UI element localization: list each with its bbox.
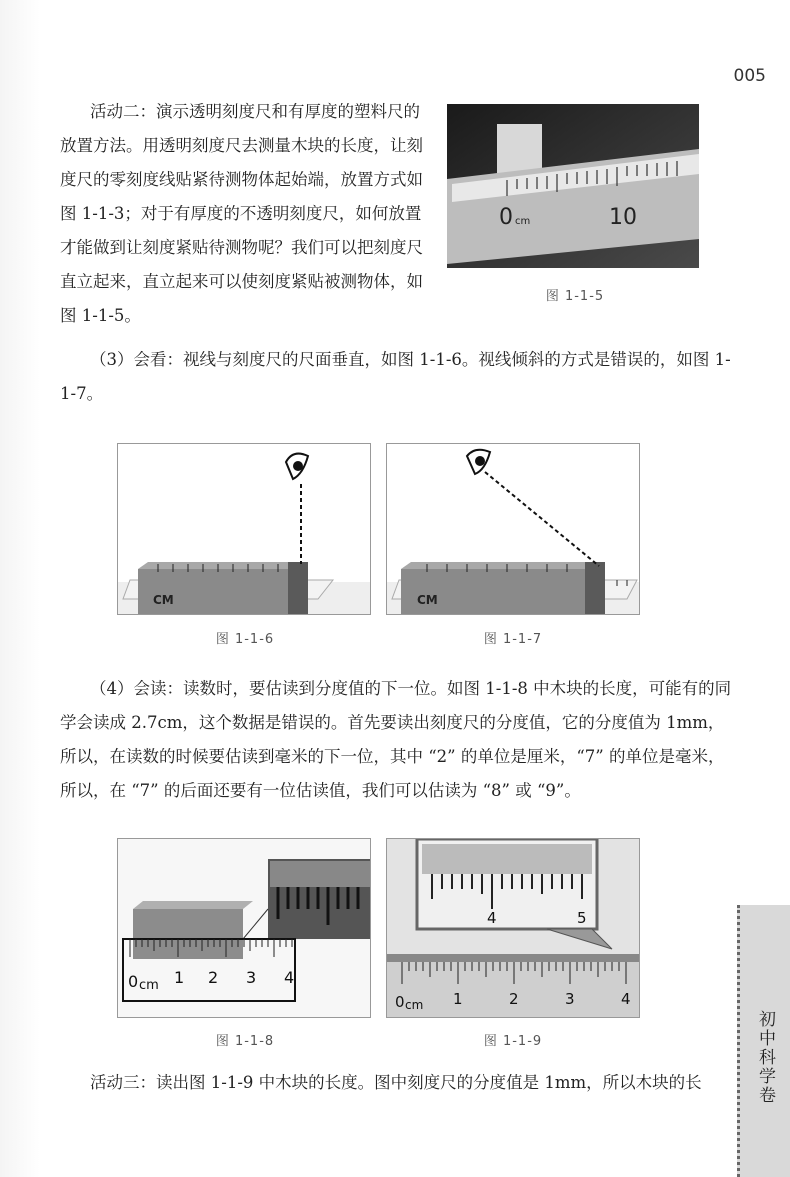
figure-1-1-9-label-2: 2 bbox=[509, 990, 519, 1008]
figure-1-1-6 bbox=[117, 443, 371, 615]
paragraph-read: （4）会读：读数时，要估读到分度值的下一位。如图 1-1-8 中木块的长度，可能有的同学会读成 2.7cm，这个数据是错误的。首先要读出刻度尺的分度值，它的分度值为 1mm，所以，在读数的时候要估读到毫米的下一位，其中 “2” 的单位是厘米，“7” 的单位是毫米，所以，在 “7” 的后面还要有一位估读值，我们可以估读为 “8” 或 “9”。 bbox=[60, 679, 732, 800]
figure-1-1-5-label-cm: cm bbox=[515, 216, 531, 227]
page-number: 005 bbox=[733, 66, 766, 86]
figure-1-1-8-label-2: 2 bbox=[208, 968, 219, 987]
figure-1-1-7-illustration bbox=[387, 444, 639, 614]
figure-1-1-6-illustration bbox=[118, 444, 370, 614]
figure-1-1-8-label-4: 4 bbox=[284, 968, 295, 987]
figure-1-1-8-label-0: 0 bbox=[128, 972, 139, 991]
paragraph-activity-2: 活动二：演示透明刻度尺和有厚度的塑料尺的放置方法。用透明刻度尺去测量木块的长度，让刻度尺的零刻度线贴紧待测物体起始端，放置方式如图 1-1-3；对于有厚度的不透明刻度尺，如何放置才能做到让刻度紧贴待测物呢？我们可以把刻度尺直立起来，直立起来可以使刻度紧贴被测物体，如图 1-1-5。 bbox=[60, 102, 423, 325]
side-tab-label: 初中科学卷 bbox=[755, 1010, 775, 1105]
figure-1-1-8-label-3: 3 bbox=[246, 968, 257, 987]
figure-1-1-6-caption: 图 1-1-6 bbox=[215, 632, 275, 647]
figure-1-1-9-illustration bbox=[387, 839, 639, 1017]
figure-1-1-8-label-1: 1 bbox=[174, 968, 185, 987]
figure-1-1-5 bbox=[447, 104, 699, 268]
figure-1-1-9-zoom-label-5: 5 bbox=[577, 909, 587, 927]
paragraph-look: （3）会看：视线与刻度尺的尺面垂直，如图 1-1-6。视线倾斜的方式是错误的，如图 1-1-7。 bbox=[60, 350, 731, 403]
figure-1-1-9-label-cm: cm bbox=[405, 998, 424, 1012]
figure-1-1-5-photo bbox=[447, 104, 699, 268]
figure-1-1-9-label-3: 3 bbox=[565, 990, 575, 1008]
figure-1-1-8-label-cm: cm bbox=[139, 978, 159, 993]
figure-1-1-8-caption: 图 1-1-8 bbox=[215, 1034, 275, 1049]
paragraph-activity-3: 活动三：读出图 1-1-9 中木块的长度。图中刻度尺的分度值是 1mm，所以木块的长 bbox=[90, 1073, 702, 1092]
figure-1-1-9-label-4: 4 bbox=[621, 990, 631, 1008]
figure-1-1-9-label-1: 1 bbox=[453, 990, 463, 1008]
figure-1-1-7-label-cm: CM bbox=[417, 593, 438, 607]
figure-1-1-8 bbox=[117, 838, 371, 1018]
eye-icon bbox=[467, 450, 490, 474]
figure-1-1-9-caption: 图 1-1-9 bbox=[483, 1034, 543, 1049]
figure-1-1-5-caption: 图 1-1-5 bbox=[545, 289, 605, 304]
figure-1-1-9-label-0: 0 bbox=[395, 993, 405, 1011]
figure-1-1-5-label-0: 0 bbox=[499, 205, 513, 230]
figure-1-1-8-illustration bbox=[118, 839, 370, 1017]
figure-1-1-5-label-10: 10 bbox=[609, 205, 637, 230]
figure-1-1-9 bbox=[386, 838, 640, 1018]
figure-1-1-7-caption: 图 1-1-7 bbox=[483, 632, 543, 647]
figure-1-1-6-label-cm: CM bbox=[153, 593, 174, 607]
eye-icon bbox=[286, 454, 308, 479]
figure-1-1-9-zoom-label-4: 4 bbox=[487, 909, 497, 927]
figure-1-1-7 bbox=[386, 443, 640, 615]
